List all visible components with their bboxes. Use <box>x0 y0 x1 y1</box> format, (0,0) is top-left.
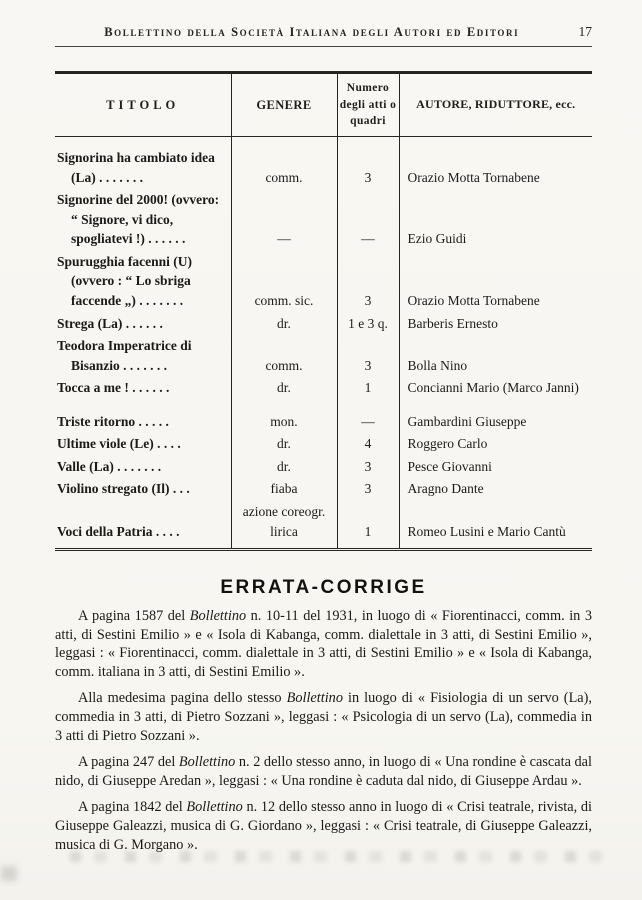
cell-genere: dr. <box>231 454 337 477</box>
cell-titolo: Valle (La) . . . . . . . <box>57 458 162 474</box>
cell-genere: dr. <box>231 431 337 454</box>
cell-titolo: Triste ritorno . . . . . <box>57 413 169 429</box>
paragraph-text: A pagina 1587 del <box>78 608 190 625</box>
table-row <box>55 137 592 188</box>
cell-autore: Roggero Carlo <box>399 431 592 454</box>
cell-titolo: Tocca a me ! . . . . . . <box>57 380 170 396</box>
paragraph-text: in luogo di « Fisiologia di un servo (La), commedia in 3 atti, di Pietro Sozzani », leggasi : « Psicologia di un servo (La), commedia in 3 atti di Pietro Sozzani ». <box>55 690 592 744</box>
cell-titolo: Signorine del 2000! (ovvero: “ Signore, vi dico, spogliatevi !) . . . . . . <box>57 192 220 247</box>
table-row <box>55 249 592 311</box>
table-row <box>55 398 592 432</box>
cell-titolo: Strega (La) . . . . . . <box>57 315 163 331</box>
cell-numero: 3 <box>337 137 399 188</box>
cell-titolo: Voci della Patria . . . . <box>57 523 180 539</box>
errata-paragraph <box>55 607 592 681</box>
table-row <box>55 499 592 550</box>
cell-numero: — <box>337 398 399 432</box>
cell-numero: 1 <box>337 375 399 398</box>
italic-text: Bollettino <box>286 690 343 707</box>
italic-text: Bollettino <box>186 799 243 816</box>
cell-numero: 3 <box>337 249 399 311</box>
paragraph-text: A pagina 247 del <box>78 754 179 771</box>
paragraph-text: n. 12 dello stesso anno in luogo di « Crisi teatrale, rivista, di Giuseppe Galeazzi, musica di G. Giordano », leggasi : « Crisi teatrale, di Giuseppe Galeazzi, musica di G. Morgano ». <box>55 799 592 853</box>
column-header-autore: AUTORE, RIDUTTORE, ecc. <box>399 73 592 137</box>
header-rule <box>55 46 592 47</box>
errata-heading: ERRATA-CORRIGE <box>220 577 427 599</box>
errata-paragraph <box>55 689 592 745</box>
cell-titolo: Spurugghia facenni (U) (ovvero : “ Lo sbriga faccende „) . . . . . . . <box>57 253 193 308</box>
column-header-titolo: TITOLO <box>55 73 231 137</box>
table-row <box>55 476 592 499</box>
italic-text: Bollettino <box>178 754 236 771</box>
paragraph-text: n. 2 dello stesso anno, in luogo di « Una rondine è cascata dal nido, di Giuseppe Aredan », leggasi : « Una rondine è caduta dal nido, di Giuseppe Ardau ». <box>55 754 592 789</box>
paragraph-text: n. 10-11 del 1931, in luogo di « Fiorentinacci, comm. in 3 atti, di Sestini Emilio » e « Isola di Kabanga, comm. dialettale in 3 atti, di Sestini Emilio », leggasi : « Fiorentinacci, comm. dialettale in 3 atti, di Sestini Emilio » e « Isola di Kabanga, comm. italiana in 3 atti, di Sestini Emilio ». <box>55 608 592 680</box>
cell-titolo: Violino stregato (Il) . . . <box>57 481 190 497</box>
cell-autore: Orazio Motta Tornabene <box>399 137 592 188</box>
paragraph-text: A pagina 1842 del <box>78 799 187 816</box>
running-head <box>55 24 592 40</box>
scan-corner-smudge <box>1 866 17 881</box>
cell-numero: 1 e 3 q. <box>337 311 399 334</box>
table-row <box>55 431 592 454</box>
table-header <box>55 73 592 137</box>
cell-numero: 3 <box>337 476 399 499</box>
cell-autore: Gambardini Giuseppe <box>399 398 592 432</box>
cell-autore: Romeo Lusini e Mario Cantù <box>399 499 592 550</box>
cell-genere: comm. <box>231 137 337 188</box>
cell-genere: comm. sic. <box>231 249 337 311</box>
cell-genere: dr. <box>231 375 337 398</box>
cell-autore: Orazio Motta Tornabene <box>399 249 592 311</box>
repertoire-table-body <box>55 137 592 550</box>
cell-autore: Concianni Mario (Marco Janni) <box>399 375 592 398</box>
table-row <box>55 311 592 334</box>
errata-section <box>55 577 592 854</box>
paragraph-text: Alla medesima pagina dello stesso <box>78 690 287 707</box>
italic-text: Bollettino <box>189 608 247 625</box>
table-row <box>55 454 592 477</box>
cell-genere: mon. <box>231 398 337 432</box>
cell-titolo: Signorina ha cambiato idea (La) . . . . . . . <box>57 150 215 185</box>
cell-genere: comm. <box>231 333 337 375</box>
cell-numero: 3 <box>337 333 399 375</box>
errata-paragraph <box>55 798 592 854</box>
cell-autore: Pesce Giovanni <box>399 454 592 477</box>
table-row <box>55 187 592 249</box>
cell-autore: Barberis Ernesto <box>399 311 592 334</box>
cell-genere: — <box>231 187 337 249</box>
cell-autore: Ezio Guidi <box>399 187 592 249</box>
column-header-numero: Numero degli atti o quadri <box>337 73 399 137</box>
cell-autore: Bolla Nino <box>399 333 592 375</box>
cell-numero: 4 <box>337 431 399 454</box>
repertoire-table <box>55 71 592 551</box>
cell-autore: Aragno Dante <box>399 476 592 499</box>
cell-genere: azione coreogr. lirica <box>231 499 337 550</box>
cell-titolo: Ultime viole (Le) . . . . <box>57 436 181 452</box>
page-number: 17 <box>578 24 592 39</box>
column-header-genere: GENERE <box>231 73 337 137</box>
cell-genere: fiaba <box>231 476 337 499</box>
table-row <box>55 375 592 398</box>
journal-title: Bollettino della Società Italiana degli Autori ed Editori <box>104 25 520 39</box>
errata-paragraphs <box>55 607 592 854</box>
cell-titolo: Teodora Imperatrice di Bisanzio . . . . . . . <box>57 338 192 373</box>
cell-numero: — <box>337 187 399 249</box>
cell-numero: 1 <box>337 499 399 550</box>
page-content <box>55 24 592 854</box>
cell-numero: 3 <box>337 454 399 477</box>
errata-paragraph <box>55 753 592 790</box>
table-row <box>55 333 592 375</box>
cell-genere: dr. <box>231 311 337 334</box>
